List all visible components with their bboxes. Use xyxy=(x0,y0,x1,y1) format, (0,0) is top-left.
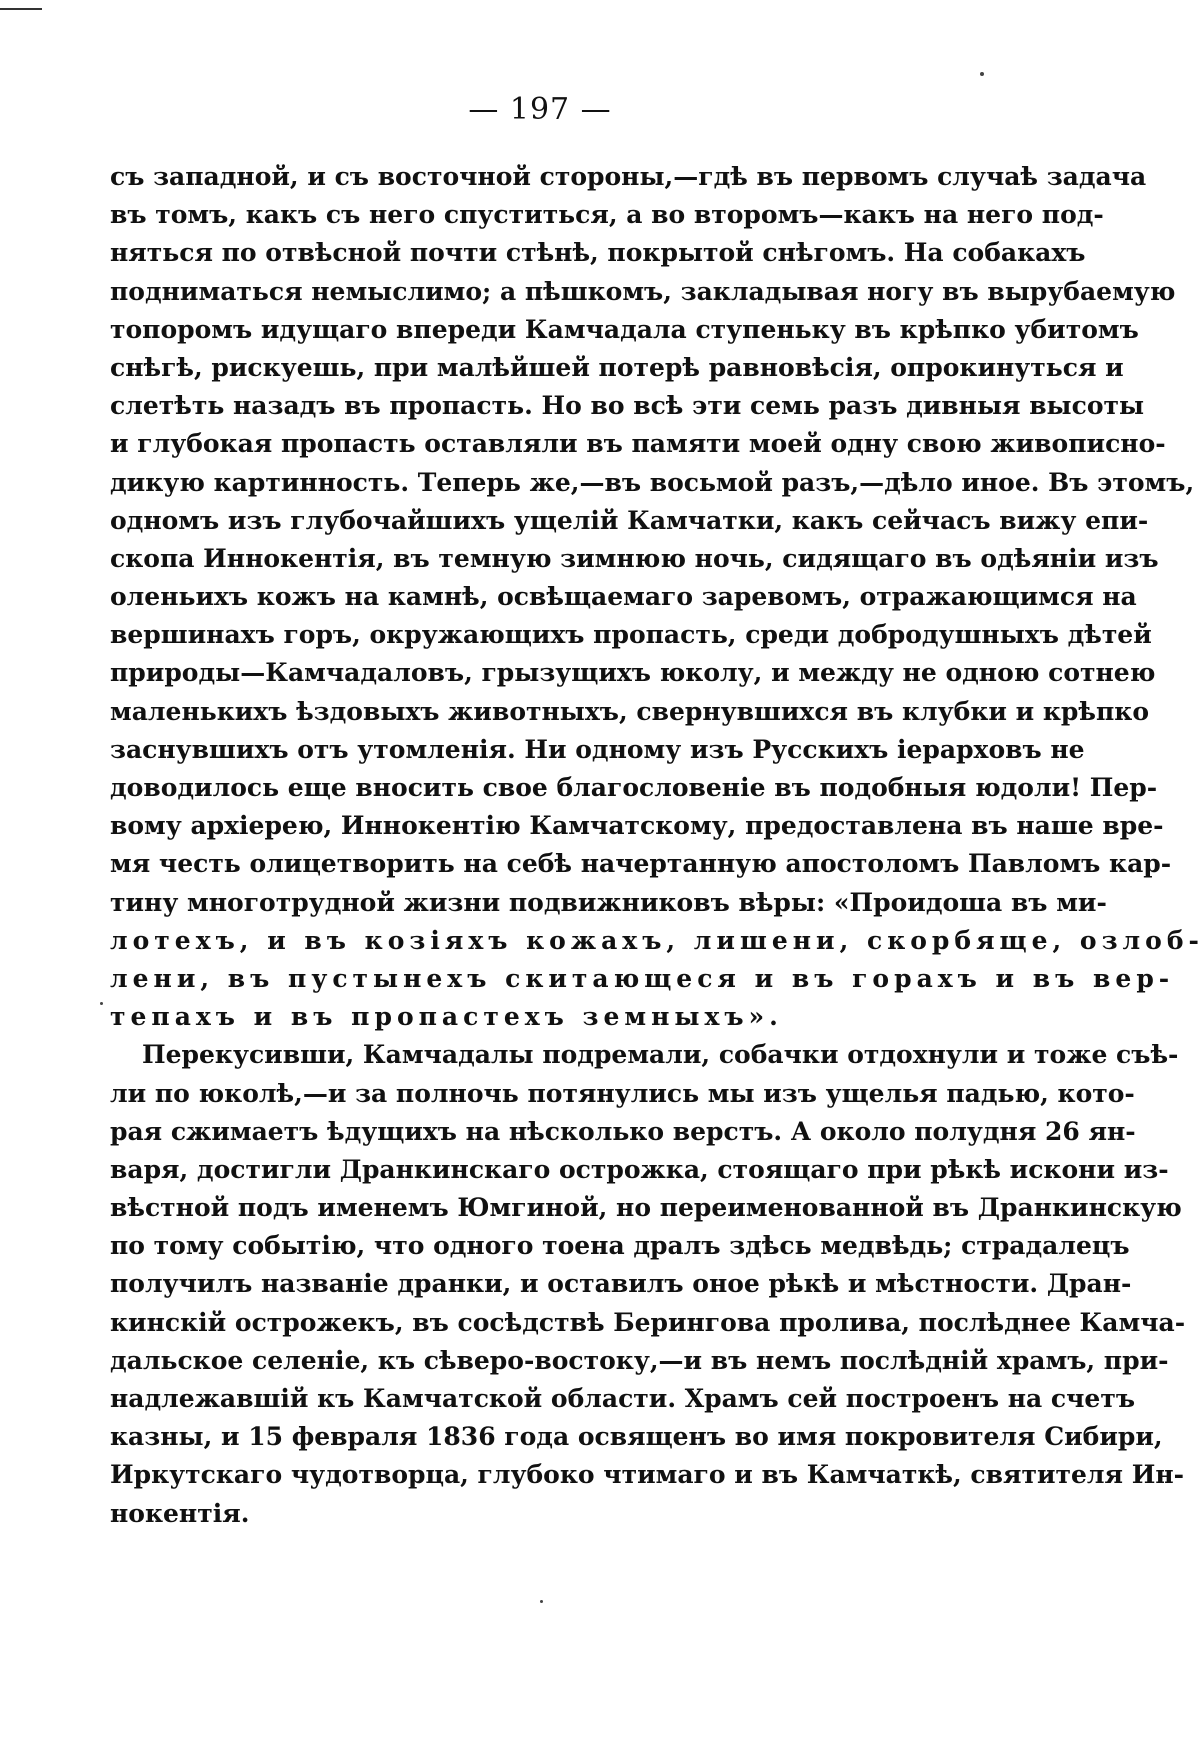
body-text xyxy=(110,158,1204,1533)
page-number: — 197 — xyxy=(468,92,612,127)
text-line: слетѣть назадъ въ пропасть. Но во всѣ эти семь разъ дивныя высоты xyxy=(110,391,1145,421)
text-line: и глубокая пропасть оставляли въ памяти моей одну свою живописно- xyxy=(110,429,1166,459)
text-line: оленьихъ кожъ на камнѣ, освѣщаемаго заревомъ, отражающимся на xyxy=(110,582,1137,612)
scan-speck xyxy=(980,72,984,76)
text-line: мя честь олицетворить на себѣ начертанную апостоломъ Павломъ кар- xyxy=(110,849,1172,879)
text-line: кинскій острожекъ, въ сосѣдствѣ Берингова пролива, послѣднее Камча- xyxy=(110,1307,1186,1337)
text-line: дальское селеніе, къ сѣверо-востоку,—и въ немъ послѣдній храмъ, при- xyxy=(110,1345,1169,1375)
text-line: надлежавшій къ Камчатской области. Храмъ сей построенъ на счетъ xyxy=(110,1384,1135,1413)
quotation-line: лени, въ пустынехъ скитающеся и въ горахъ и въ вер- xyxy=(110,963,1175,993)
text-line: Иркутскаго чудотворца, глубоко чтимаго и въ Камчаткѣ, святителя Ин- xyxy=(110,1460,1184,1490)
text-line: няться по отвѣсной почти стѣнѣ, покрытой снѣгомъ. На собакахъ xyxy=(110,238,1086,268)
text-line: вѣстной подъ именемъ Юмгиной, но переименованной въ Дранкинскую xyxy=(110,1193,1182,1223)
scan-speck xyxy=(100,1002,103,1005)
text-line: варя, достигли Дранкинскаго острожка, стоящаго при рѣкѣ искони из- xyxy=(110,1154,1169,1184)
scan-edge-rule xyxy=(0,8,42,10)
text-line: снѣгѣ, рискуешь, при малѣйшей потерѣ равновѣсія, опрокинуться и xyxy=(110,352,1124,382)
text-line: доводилось еще вносить свое благословеніе въ подобныя юдоли! Пер- xyxy=(110,773,1158,802)
text-line: заснувшихъ отъ утомленія. Ни одному изъ Русскихъ іерарховъ не xyxy=(110,734,1085,764)
text-line: нокентія. xyxy=(110,1498,250,1528)
text-line: маленькихъ ѣздовыхъ животныхъ, свернувшихся въ клубки и крѣпко xyxy=(110,696,1150,726)
quotation-line: тепахъ и въ пропастехъ земныхъ». xyxy=(110,1002,783,1032)
text-line: рая сжимаетъ ѣдущихъ на нѣсколько верстъ. А около полудня 26 ян- xyxy=(110,1116,1136,1146)
text-line: дикую картинность. Теперь же,—въ восьмой разъ,—дѣло иное. Въ этомъ, xyxy=(110,467,1195,497)
text-line: природы—Камчадаловъ, грызущихъ юколу, и между не одною сотнею xyxy=(110,658,1156,688)
text-line: вому архіерею, Иннокентію Камчатскому, предоставлена въ наше вре- xyxy=(110,811,1164,841)
text-line: получилъ названіе дранки, и оставилъ оное рѣкѣ и мѣстности. Дран- xyxy=(110,1269,1132,1299)
text-line: вершинахъ горъ, окружающихъ пропасть, среди добродушныхъ дѣтей xyxy=(110,620,1152,650)
text-line: казны, и 15 февраля 1836 года освященъ во имя покровителя Сибири, xyxy=(110,1422,1163,1452)
text-line: подниматься немыслимо; а пѣшкомъ, закладывая ногу въ вырубаемую xyxy=(110,276,1176,306)
text-line: скопа Иннокентія, въ темную зимнюю ночь, сидящаго въ одѣяніи изъ xyxy=(110,543,1159,573)
quotation-line: лотехъ, и въ козіяхъ кожахъ, лишени, скорбяще, озлоб- xyxy=(110,925,1204,955)
text-line: съ западной, и съ восточной стороны,—гдѣ въ первомъ случаѣ задача xyxy=(110,162,1147,191)
text-line: ли по юколѣ,—и за полночь потянулись мы изъ ущелья падью, кото- xyxy=(110,1078,1135,1108)
text-line: одномъ изъ глубочайшихъ ущелій Камчатки, какъ сейчасъ вижу епи- xyxy=(110,505,1149,535)
scan-speck xyxy=(540,1600,543,1603)
text-line: тину многотрудной жизни подвижниковъ вѣры: «Проидоша въ ми- xyxy=(110,887,1107,917)
paragraph-start-line: Перекусивши, Камчадалы подремали, собачки отдохнули и тоже съѣ- xyxy=(142,1040,1179,1070)
text-line: по тому событію, что одного тоена дралъ здѣсь медвѣдь; страдалецъ xyxy=(110,1231,1130,1261)
text-line: въ томъ, какъ съ него спуститься, а во второмъ—какъ на него под- xyxy=(110,200,1104,230)
text-line: топоромъ идущаго впереди Камчадала ступеньку въ крѣпко убитомъ xyxy=(110,314,1139,344)
